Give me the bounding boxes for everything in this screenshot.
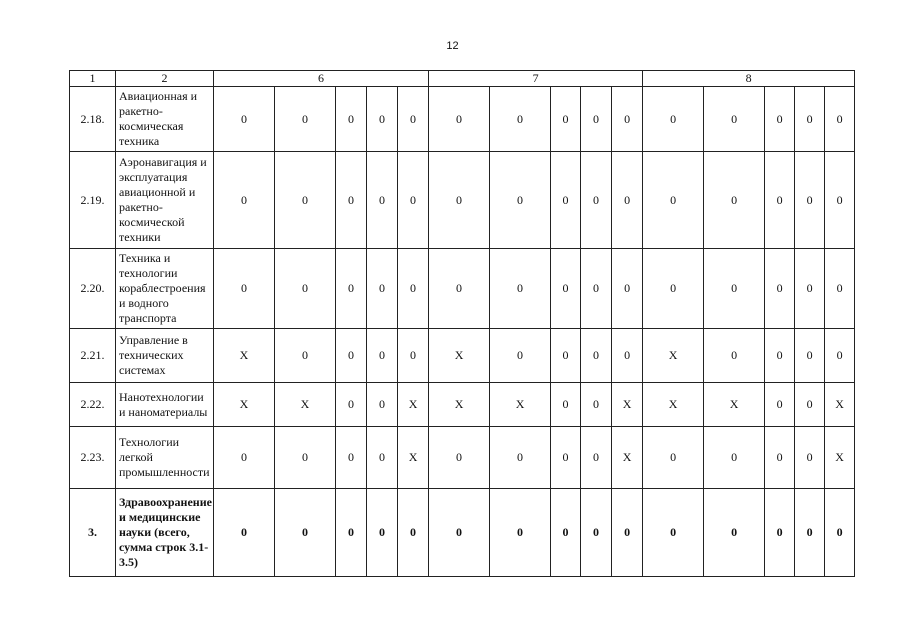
value-cell: X <box>612 427 643 489</box>
header-col-6: 6 <box>214 71 429 87</box>
value-cell: 0 <box>795 383 825 427</box>
value-cell: 0 <box>275 87 336 152</box>
value-cell: 0 <box>581 427 612 489</box>
header-col-1: 1 <box>70 71 116 87</box>
value-cell: 0 <box>214 152 275 249</box>
value-cell: 0 <box>704 329 765 383</box>
value-cell: 0 <box>429 427 490 489</box>
row-number: 2.19. <box>70 152 116 249</box>
value-cell: 0 <box>490 489 551 577</box>
value-cell: 0 <box>367 427 398 489</box>
value-cell: 0 <box>765 329 795 383</box>
value-cell: 0 <box>765 249 795 329</box>
value-cell: 0 <box>612 87 643 152</box>
value-cell: X <box>643 329 704 383</box>
value-cell: 0 <box>214 427 275 489</box>
table-row <box>70 489 855 577</box>
row-number: 2.20. <box>70 249 116 329</box>
value-cell: 0 <box>795 489 825 577</box>
value-cell: 0 <box>429 87 490 152</box>
data-table <box>69 70 855 577</box>
value-cell: 0 <box>551 489 581 577</box>
table-row <box>70 152 855 249</box>
value-cell: 0 <box>795 152 825 249</box>
value-cell: 0 <box>336 87 367 152</box>
value-cell: 0 <box>490 152 551 249</box>
value-cell: 0 <box>765 427 795 489</box>
value-cell: 0 <box>367 249 398 329</box>
value-cell: 0 <box>643 152 704 249</box>
value-cell: X <box>643 383 704 427</box>
row-number: 2.22. <box>70 383 116 427</box>
value-cell: X <box>398 427 429 489</box>
value-cell: 0 <box>275 249 336 329</box>
table-row <box>70 383 855 427</box>
value-cell: X <box>825 427 855 489</box>
value-cell: 0 <box>429 152 490 249</box>
value-cell: X <box>398 383 429 427</box>
value-cell: 0 <box>214 249 275 329</box>
value-cell: 0 <box>398 329 429 383</box>
value-cell: X <box>429 383 490 427</box>
table-row <box>70 249 855 329</box>
value-cell: 0 <box>429 249 490 329</box>
header-row <box>70 71 855 87</box>
value-cell: 0 <box>367 152 398 249</box>
value-cell: 0 <box>336 427 367 489</box>
row-number: 2.23. <box>70 427 116 489</box>
row-name: Управление в технических системах <box>116 329 214 383</box>
row-name: Авиационная и ракетно-космическая техника <box>116 87 214 152</box>
value-cell: 0 <box>704 152 765 249</box>
value-cell: 0 <box>643 427 704 489</box>
row-number: 2.18. <box>70 87 116 152</box>
value-cell: 0 <box>704 427 765 489</box>
value-cell: X <box>704 383 765 427</box>
value-cell: 0 <box>275 329 336 383</box>
value-cell: 0 <box>825 249 855 329</box>
row-name: Здравоохранение и медицинские науки (всего, сумма строк 3.1- 3.5) <box>116 489 214 577</box>
page-number: 12 <box>446 40 459 52</box>
value-cell: 0 <box>367 489 398 577</box>
value-cell: 0 <box>704 489 765 577</box>
value-cell: 0 <box>275 152 336 249</box>
value-cell: 0 <box>336 329 367 383</box>
value-cell: 0 <box>795 87 825 152</box>
row-name: Аэронавигация и эксплуатация авиационной и ракетно-космической техники <box>116 152 214 249</box>
value-cell: 0 <box>612 249 643 329</box>
value-cell: 0 <box>367 383 398 427</box>
value-cell: 0 <box>795 329 825 383</box>
value-cell: X <box>214 329 275 383</box>
value-cell: X <box>214 383 275 427</box>
table-row <box>70 329 855 383</box>
value-cell: 0 <box>581 383 612 427</box>
value-cell: 0 <box>398 489 429 577</box>
value-cell: X <box>612 383 643 427</box>
value-cell: 0 <box>336 152 367 249</box>
value-cell: 0 <box>551 152 581 249</box>
value-cell: 0 <box>612 489 643 577</box>
value-cell: 0 <box>336 249 367 329</box>
value-cell: 0 <box>704 87 765 152</box>
header-col-7: 7 <box>429 71 643 87</box>
value-cell: X <box>429 329 490 383</box>
value-cell: 0 <box>490 427 551 489</box>
value-cell: 0 <box>704 249 765 329</box>
value-cell: 0 <box>490 329 551 383</box>
value-cell: 0 <box>581 329 612 383</box>
value-cell: 0 <box>765 383 795 427</box>
value-cell: 0 <box>551 87 581 152</box>
value-cell: 0 <box>825 87 855 152</box>
value-cell: 0 <box>825 489 855 577</box>
value-cell: 0 <box>825 329 855 383</box>
value-cell: 0 <box>612 152 643 249</box>
header-col-2: 2 <box>116 71 214 87</box>
value-cell: 0 <box>398 249 429 329</box>
value-cell: 0 <box>795 249 825 329</box>
value-cell: 0 <box>765 152 795 249</box>
value-cell: 0 <box>336 383 367 427</box>
row-name: Нанотехнологии и наноматериалы <box>116 383 214 427</box>
value-cell: 0 <box>398 152 429 249</box>
value-cell: 0 <box>643 249 704 329</box>
value-cell: X <box>490 383 551 427</box>
row-name: Техника и технологии кораблестроения и водного транспорта <box>116 249 214 329</box>
header-col-8: 8 <box>643 71 855 87</box>
table-body <box>70 87 855 577</box>
value-cell: 0 <box>643 489 704 577</box>
value-cell: 0 <box>551 427 581 489</box>
table-row <box>70 87 855 152</box>
value-cell: 0 <box>612 329 643 383</box>
value-cell: 0 <box>490 87 551 152</box>
value-cell: 0 <box>367 87 398 152</box>
value-cell: 0 <box>795 427 825 489</box>
row-name: Технологии легкой промышленности <box>116 427 214 489</box>
value-cell: 0 <box>581 87 612 152</box>
value-cell: 0 <box>429 489 490 577</box>
value-cell: 0 <box>765 489 795 577</box>
value-cell: 0 <box>765 87 795 152</box>
value-cell: X <box>275 383 336 427</box>
table-row <box>70 427 855 489</box>
value-cell: 0 <box>581 249 612 329</box>
value-cell: 0 <box>398 87 429 152</box>
value-cell: 0 <box>643 87 704 152</box>
value-cell: 0 <box>551 383 581 427</box>
value-cell: 0 <box>275 427 336 489</box>
value-cell: 0 <box>581 152 612 249</box>
value-cell: 0 <box>551 249 581 329</box>
value-cell: X <box>825 383 855 427</box>
value-cell: 0 <box>214 489 275 577</box>
value-cell: 0 <box>551 329 581 383</box>
value-cell: 0 <box>275 489 336 577</box>
value-cell: 0 <box>214 87 275 152</box>
row-number: 3. <box>70 489 116 577</box>
value-cell: 0 <box>825 152 855 249</box>
value-cell: 0 <box>581 489 612 577</box>
row-number: 2.21. <box>70 329 116 383</box>
value-cell: 0 <box>490 249 551 329</box>
value-cell: 0 <box>367 329 398 383</box>
value-cell: 0 <box>336 489 367 577</box>
